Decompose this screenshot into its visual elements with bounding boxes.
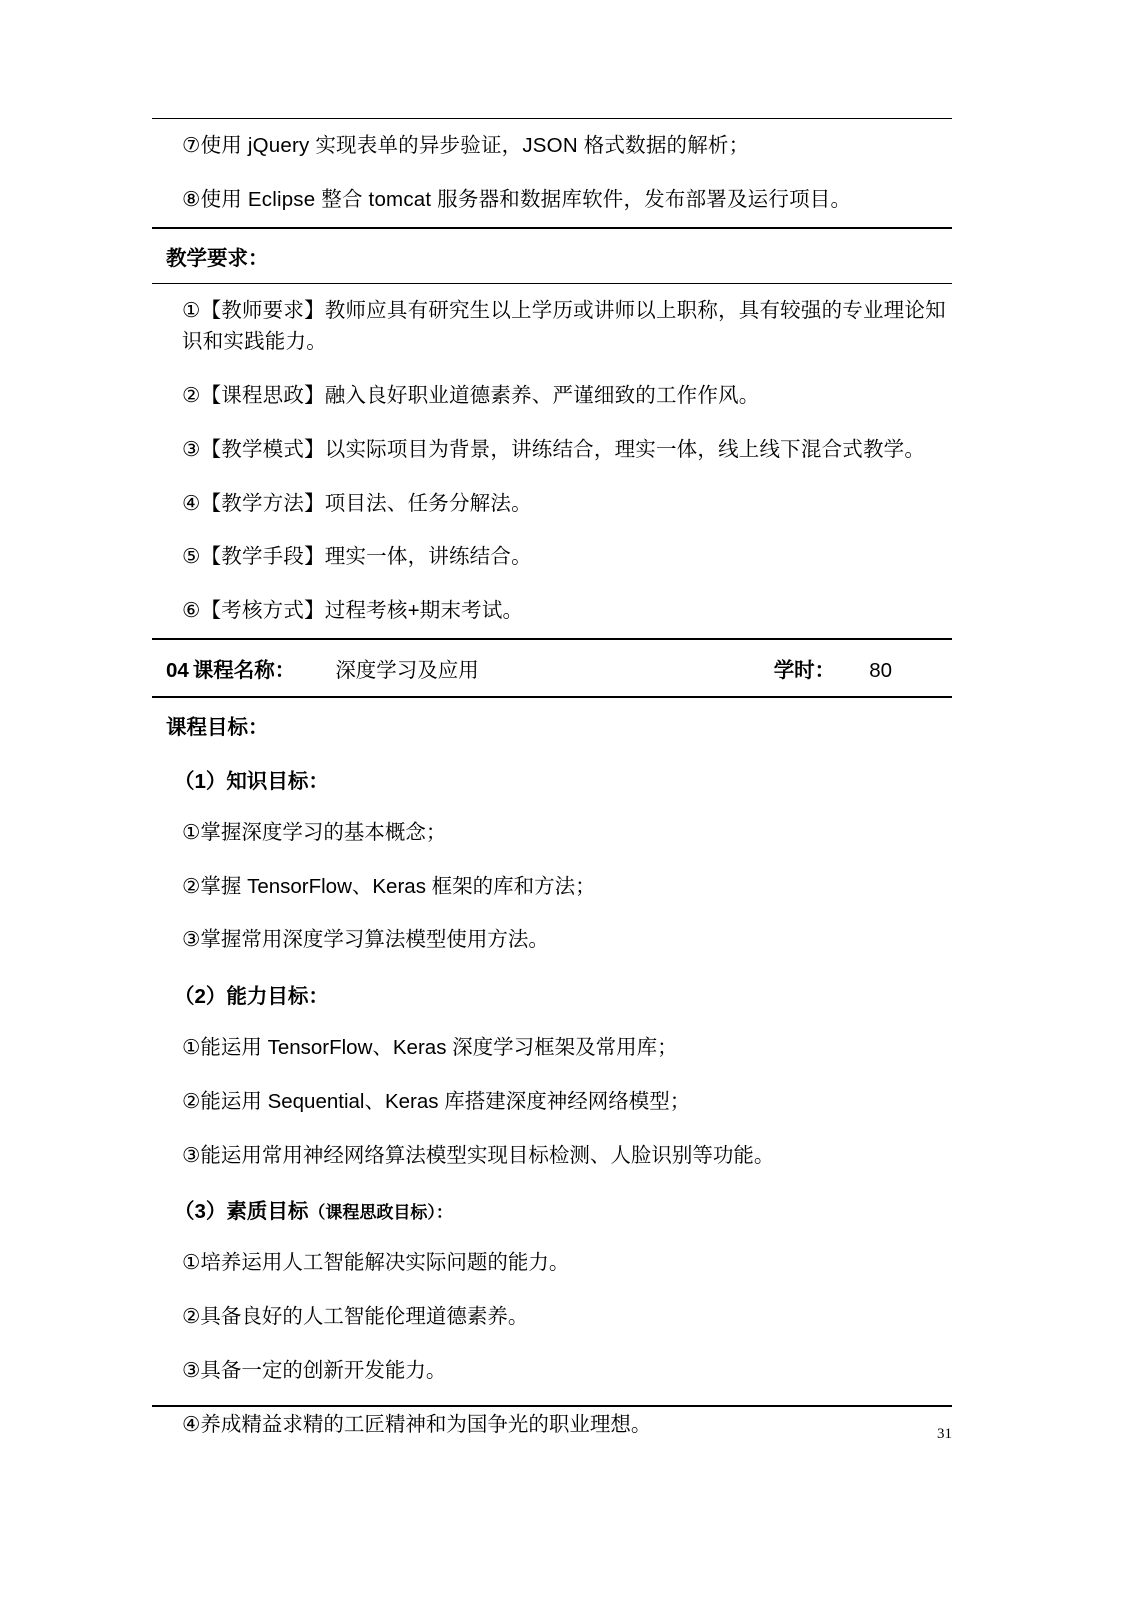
list-item: ④养成精益求精的工匠精神和为国争光的职业理想。 xyxy=(182,1412,652,1436)
list-item: ③能运用常用神经网络算法模型实现目标检测、人脸识别等功能。 xyxy=(182,1143,775,1167)
list-item: ④【教学方法】项目法、任务分解法。 xyxy=(182,491,532,515)
list-item: ②具备良好的人工智能伦理道德素养。 xyxy=(182,1305,529,1329)
section-heading-objectives: 课程目标： xyxy=(166,715,269,739)
list-item: ⑦使用 jQuery 实现表单的异步验证，JSON 格式数据的解析； xyxy=(182,134,750,157)
objective-group-title-quality-note: （课程思政目标）： xyxy=(308,1203,453,1223)
list-item: ②能运用 Sequential、Keras 库搭建深度神经网络模型； xyxy=(182,1089,691,1113)
page-content xyxy=(152,118,952,1452)
course-name-label: 课程名称： xyxy=(192,658,296,682)
section-heading-teaching-requirements: 教学要求： xyxy=(166,246,269,270)
objective-group-title-quality-main: （3）素质目标 xyxy=(174,1200,309,1224)
list-item: ③【教学模式】以实际项目为背景，讲练结合，理实一体，线上线下混合式教学。 xyxy=(182,437,926,461)
course-header-row xyxy=(152,640,952,696)
course-hours-value: 80 xyxy=(869,658,892,682)
list-item: ①培养运用人工智能解决实际问题的能力。 xyxy=(182,1251,570,1275)
course-hours-label: 学时： xyxy=(773,658,836,682)
list-item: ②【课程思政】融入良好职业道德素养、严谨细致的工作作风。 xyxy=(182,384,760,408)
objective-group-title-knowledge: （1）知识目标： xyxy=(174,769,329,793)
course-name-value: 深度学习及应用 xyxy=(335,658,479,682)
list-item: ②掌握 TensorFlow、Keras 框架的库和方法； xyxy=(182,874,596,898)
objective-group-title-quality xyxy=(152,1182,952,1236)
list-item: ③具备一定的创新开发能力。 xyxy=(182,1359,447,1383)
objective-group-title-ability: （2）能力目标： xyxy=(174,985,329,1009)
list-item: ⑤【教学手段】理实一体，讲练结合。 xyxy=(182,545,532,569)
divider-footer xyxy=(152,1405,952,1407)
list-item: ①【教师要求】教师应具有研究生以上学历或讲师以上职称，具有较强的专业理论知识和实践能力。 xyxy=(182,298,946,354)
list-item: ①掌握深度学习的基本概念； xyxy=(182,820,447,844)
course-number: 04 xyxy=(166,658,189,682)
page-number: 31 xyxy=(937,1426,952,1442)
list-item: ①能运用 TensorFlow、Keras 深度学习框架及常用库； xyxy=(182,1036,678,1060)
list-item: ③掌握常用深度学习算法模型使用方法。 xyxy=(182,928,549,952)
list-item: ⑥【考核方式】过程考核+期末考试。 xyxy=(182,599,524,623)
list-item: ⑧使用 Eclipse 整合 tomcat 服务器和数据库软件，发布部署及运行项目。 xyxy=(182,187,852,211)
